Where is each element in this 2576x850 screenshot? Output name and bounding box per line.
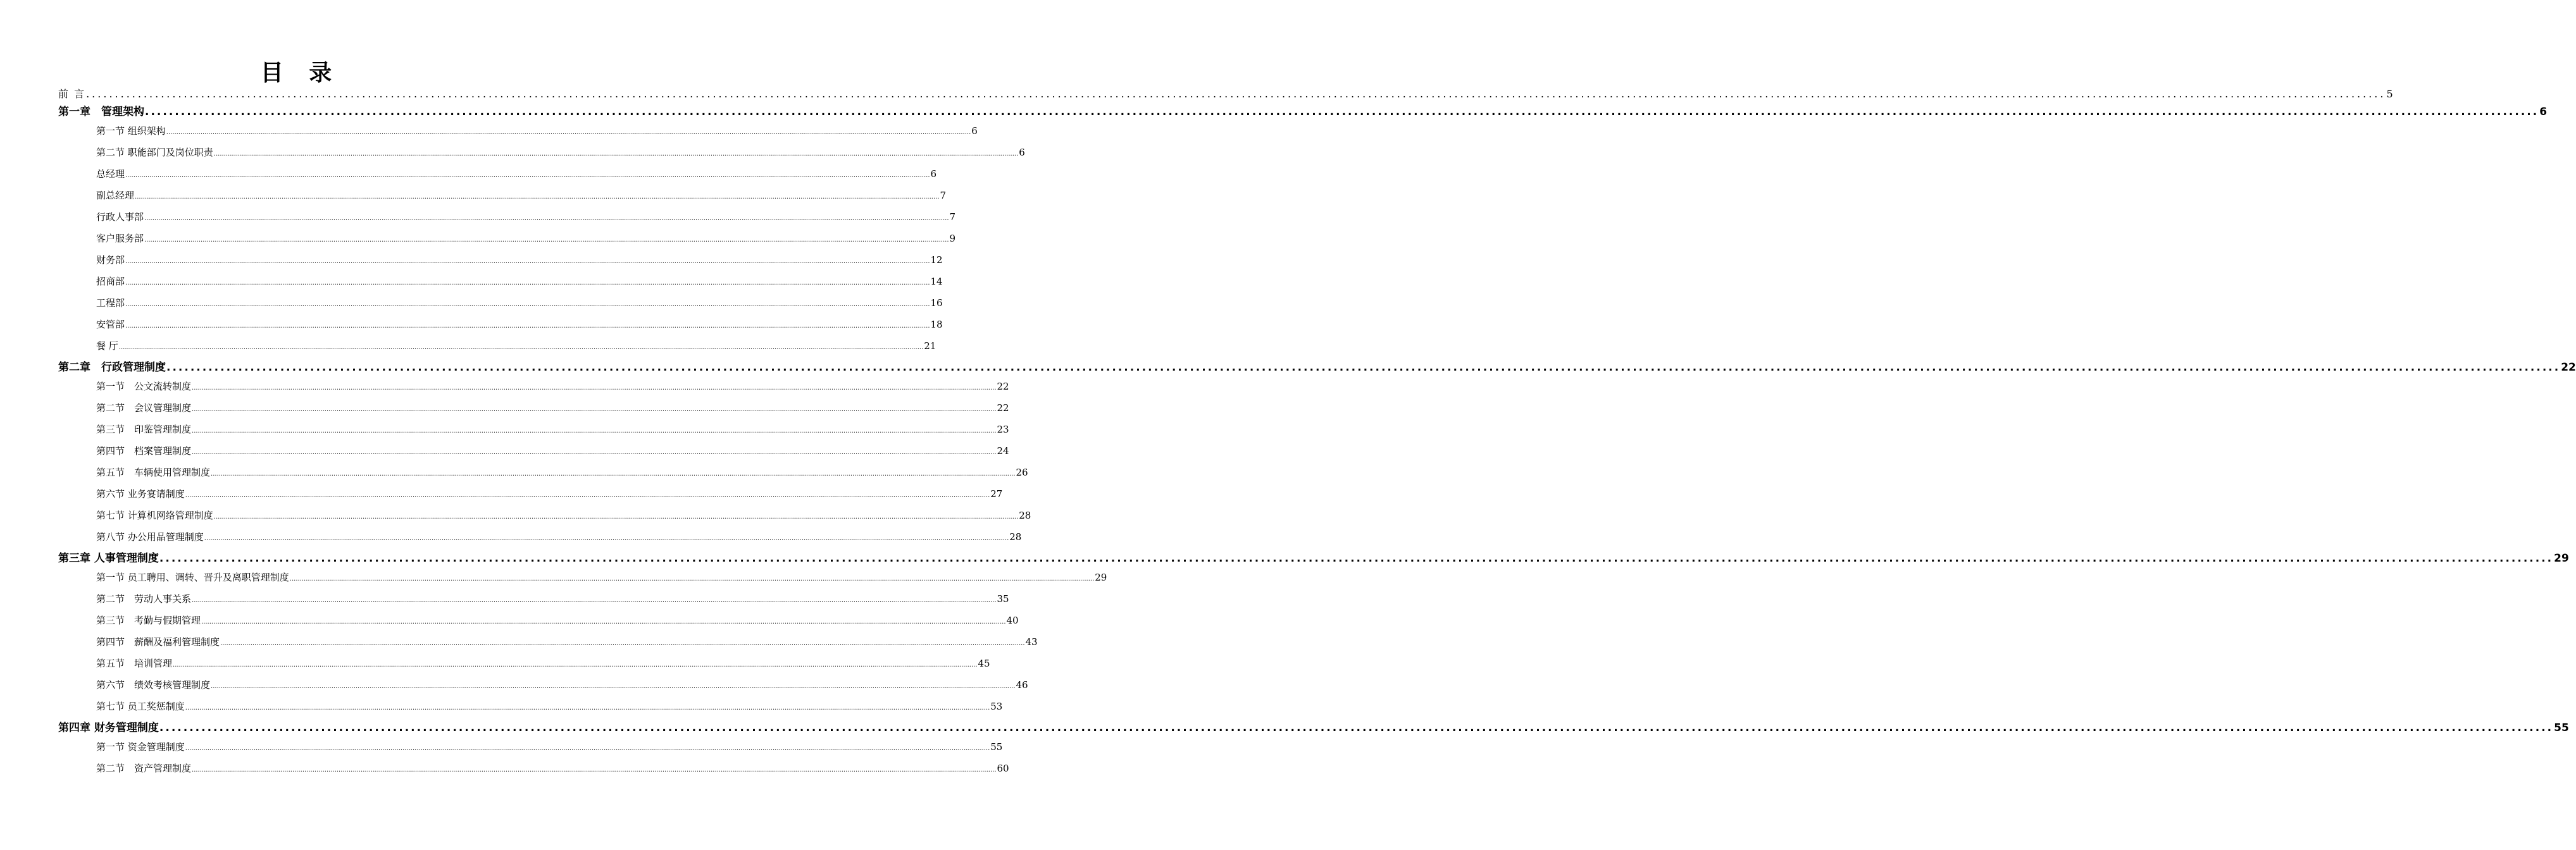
toc-leader-dots: ................................................................................................................................................................................................................................................................................................................................................................................................................ — [125, 280, 930, 286]
toc-section-row[interactable] — [96, 465, 1028, 479]
toc-section-row[interactable] — [96, 339, 936, 352]
toc-leader-dots: ................................................................................................................................................................................................................................................................................................................................................................................................................ — [192, 597, 997, 604]
toc-page-number: 16 — [930, 297, 943, 309]
toc-page-number: 28 — [1009, 531, 1022, 543]
toc-page-number: 55 — [990, 741, 1003, 753]
toc-leader-dots: ................................................................................................................................................................................................................................................................................................................................................................................................................ — [204, 535, 1009, 542]
toc-page-number: 6 — [971, 125, 978, 137]
toc-entry-label: 第一章 管理架构 — [58, 106, 144, 118]
toc-page-number: 22 — [997, 402, 1009, 414]
toc-page-number: 26 — [1016, 467, 1028, 478]
toc-chapter-row[interactable] — [58, 549, 2569, 565]
toc-entry-label: 第七节 计算机网络管理制度 — [96, 510, 213, 521]
toc-leader-dots: ................................................................................................................................................................................................................................................................................................................................................................................................................ — [185, 745, 990, 752]
toc-chapter-row[interactable] — [58, 358, 2576, 374]
toc-entry-label: 第四节 薪酬及福利管理制度 — [96, 636, 220, 648]
toc-leader-dots: ................................................................................................................................................................................................................................................................................................................................................................................................................ — [145, 106, 2539, 118]
toc-entry-label: 前 言 — [58, 88, 86, 100]
toc-leader-dots: ................................................................................................................................................................................................................................................................................................................................................................................................................ — [211, 683, 1016, 690]
toc-section-row[interactable] — [96, 296, 943, 309]
toc-entry-label: 第三节 印鉴管理制度 — [96, 424, 192, 435]
toc-page-number: 45 — [978, 658, 990, 669]
toc-section-row[interactable] — [96, 124, 978, 137]
toc-page-number: 28 — [1019, 510, 1031, 521]
toc-page-number: 24 — [997, 445, 1009, 457]
toc-entry-label: 第七节 员工奖惩制度 — [96, 701, 185, 712]
toc-section-row[interactable] — [96, 231, 956, 245]
toc-page-number: 29 — [2554, 552, 2569, 565]
toc-leader-dots: ................................................................................................................................................................................................................................................................................................................................................................................................................ — [173, 662, 978, 668]
toc-section-row[interactable] — [96, 274, 943, 288]
toc-section-row[interactable] — [96, 379, 1009, 393]
toc-entry-label: 行政人事部 — [96, 211, 144, 223]
toc-page-number: 35 — [997, 593, 1009, 605]
toc-page-number: 7 — [940, 190, 947, 201]
toc-leader-dots: ................................................................................................................................................................................................................................................................................................................................................................................................................ — [166, 129, 971, 136]
toc-page-number: 43 — [1025, 636, 1038, 648]
toc-entry-label: 招商部 — [96, 276, 125, 287]
toc-leader-dots: ................................................................................................................................................................................................................................................................................................................................................................................................................ — [86, 88, 2386, 100]
toc-section-row[interactable] — [96, 487, 1003, 500]
toc-section-row[interactable] — [96, 167, 937, 180]
toc-section-row[interactable] — [96, 740, 1003, 753]
toc-page-number: 46 — [1016, 679, 1028, 691]
toc-page-number: 6 — [1019, 147, 1025, 158]
toc-page-number: 53 — [990, 701, 1003, 712]
toc-entry-label: 第五节 车辆使用管理制度 — [96, 467, 211, 478]
toc-section-row[interactable] — [96, 317, 943, 331]
toc-entry-label: 安管部 — [96, 319, 125, 330]
toc-leader-dots: ................................................................................................................................................................................................................................................................................................................................................................................................................ — [192, 449, 997, 456]
toc-page-number: 40 — [1006, 615, 1019, 626]
toc-leader-dots: ................................................................................................................................................................................................................................................................................................................................................................................................................ — [118, 344, 924, 351]
toc-entry-label: 餐 厅 — [96, 340, 118, 352]
toc-leader-dots: ................................................................................................................................................................................................................................................................................................................................................................................................................ — [201, 619, 1006, 625]
toc-section-row[interactable] — [96, 613, 1019, 627]
toc-section-row[interactable] — [96, 656, 990, 670]
toc-section-row[interactable] — [96, 253, 943, 266]
toc-entry-label: 第三章 人事管理制度 — [58, 552, 159, 565]
toc-leader-dots: ................................................................................................................................................................................................................................................................................................................................................................................................................ — [125, 323, 930, 330]
toc-leader-dots: ................................................................................................................................................................................................................................................................................................................................................................................................................ — [192, 385, 997, 391]
toc-entry-label: 第三节 考勤与假期管理 — [96, 615, 201, 626]
toc-leader-dots: ................................................................................................................................................................................................................................................................................................................................................................................................................ — [220, 640, 1025, 647]
toc-leader-dots: ................................................................................................................................................................................................................................................................................................................................................................................................................ — [213, 514, 1019, 520]
toc-section-row[interactable] — [96, 530, 1022, 543]
toc-section-row[interactable] — [96, 422, 1009, 436]
toc-entry-label: 总经理 — [96, 168, 125, 180]
toc-entry-label: 第一节 资金管理制度 — [96, 741, 185, 753]
toc-page-number: 18 — [930, 319, 943, 330]
toc-leader-dots: ................................................................................................................................................................................................................................................................................................................................................................................................................ — [159, 552, 2554, 565]
toc-entry-label: 第八节 办公用品管理制度 — [96, 531, 204, 543]
page-title: 目 录 — [260, 60, 341, 86]
toc-page-number: 55 — [2554, 722, 2569, 734]
toc-page-number: 60 — [997, 763, 1009, 774]
toc-section-row[interactable] — [96, 761, 1009, 775]
toc-entry-label: 副总经理 — [96, 190, 135, 201]
toc-leader-dots: ................................................................................................................................................................................................................................................................................................................................................................................................................ — [144, 237, 949, 243]
toc-entry-label: 第四节 档案管理制度 — [96, 445, 192, 457]
toc-entry-label: 第二节 职能部门及岗位职责 — [96, 147, 213, 158]
toc-page-number: 21 — [924, 340, 936, 352]
toc-chapter-row[interactable] — [58, 718, 2569, 734]
toc-section-row[interactable] — [96, 699, 1003, 713]
toc-section-row[interactable] — [96, 444, 1009, 457]
toc-page-number: 23 — [997, 424, 1009, 435]
toc-leader-dots: ................................................................................................................................................................................................................................................................................................................................................................................................................ — [192, 767, 997, 773]
toc-leader-dots: ................................................................................................................................................................................................................................................................................................................................................................................................................ — [192, 406, 997, 413]
toc-section-row[interactable] — [96, 210, 956, 223]
toc-leader-dots: ................................................................................................................................................................................................................................................................................................................................................................................................................ — [192, 428, 997, 434]
toc-leader-dots: ................................................................................................................................................................................................................................................................................................................................................................................................................ — [211, 471, 1016, 477]
toc-page-number: 22 — [2561, 361, 2576, 374]
toc-section-row[interactable] — [96, 592, 1009, 605]
toc-leader-dots: ................................................................................................................................................................................................................................................................................................................................................................................................................ — [166, 361, 2561, 374]
toc-leader-dots: ................................................................................................................................................................................................................................................................................................................................................................................................................ — [185, 705, 990, 711]
toc-page-number: 27 — [990, 488, 1003, 500]
toc-section-row[interactable] — [96, 635, 1038, 648]
toc-page-number: 14 — [930, 276, 943, 287]
toc-leader-dots: ................................................................................................................................................................................................................................................................................................................................................................................................................ — [185, 492, 990, 499]
toc-entry-label: 第二章 行政管理制度 — [58, 361, 166, 374]
toc-leader-dots: ................................................................................................................................................................................................................................................................................................................................................................................................................ — [125, 172, 930, 179]
toc-leader-dots: ................................................................................................................................................................................................................................................................................................................................................................................................................ — [125, 301, 930, 308]
toc-entry-label: 第五节 培训管理 — [96, 658, 173, 669]
toc-entry-label: 第二节 资产管理制度 — [96, 763, 192, 774]
toc-entry-label: 第二节 劳动人事关系 — [96, 593, 192, 605]
toc-entry-label: 第六节 绩效考核管理制度 — [96, 679, 211, 691]
toc-section-row[interactable] — [96, 508, 1031, 522]
toc-chapter-row[interactable] — [58, 102, 2548, 118]
toc-preface-row[interactable] — [58, 86, 2394, 101]
toc-entry-label: 财务部 — [96, 254, 125, 266]
toc-section-row[interactable] — [96, 401, 1009, 414]
toc-page-number: 9 — [949, 233, 956, 244]
toc-section-row[interactable] — [96, 570, 1107, 584]
toc-entry-label: 第二节 会议管理制度 — [96, 402, 192, 414]
toc-page-number: 29 — [1095, 572, 1107, 583]
toc-page-number: 7 — [949, 211, 956, 223]
toc-entry-label: 第一节 组织架构 — [96, 125, 166, 137]
toc-leader-dots: ................................................................................................................................................................................................................................................................................................................................................................................................................ — [135, 194, 940, 200]
toc-leader-dots: ................................................................................................................................................................................................................................................................................................................................................................................................................ — [125, 258, 930, 265]
toc-entry-label: 第六节 业务宴请制度 — [96, 488, 185, 500]
toc-page-number: 12 — [930, 254, 943, 266]
toc-page-number: 6 — [930, 168, 937, 180]
toc-leader-dots: ................................................................................................................................................................................................................................................................................................................................................................................................................ — [159, 722, 2554, 734]
toc-entry-label: 第一节 员工聘用、调转、晋升及离职管理制度 — [96, 572, 289, 583]
toc-section-row[interactable] — [96, 188, 947, 202]
toc-page-number: 22 — [997, 381, 1009, 392]
toc-entry-label: 客户服务部 — [96, 233, 144, 244]
toc-leader-dots: ................................................................................................................................................................................................................................................................................................................................................................................................................ — [213, 151, 1019, 157]
toc-section-row[interactable] — [96, 145, 1025, 159]
toc-section-row[interactable] — [96, 678, 1028, 691]
toc-leader-dots: ................................................................................................................................................................................................................................................................................................................................................................................................................ — [289, 576, 1095, 582]
toc-entry-label: 第四章 财务管理制度 — [58, 722, 159, 734]
toc-entry-label: 工程部 — [96, 297, 125, 309]
toc-entry-label: 第一节 公文流转制度 — [96, 381, 192, 392]
toc-page-number: 5 — [2386, 88, 2394, 100]
toc-page-number: 6 — [2539, 106, 2548, 118]
toc-leader-dots: ................................................................................................................................................................................................................................................................................................................................................................................................................ — [144, 215, 949, 222]
